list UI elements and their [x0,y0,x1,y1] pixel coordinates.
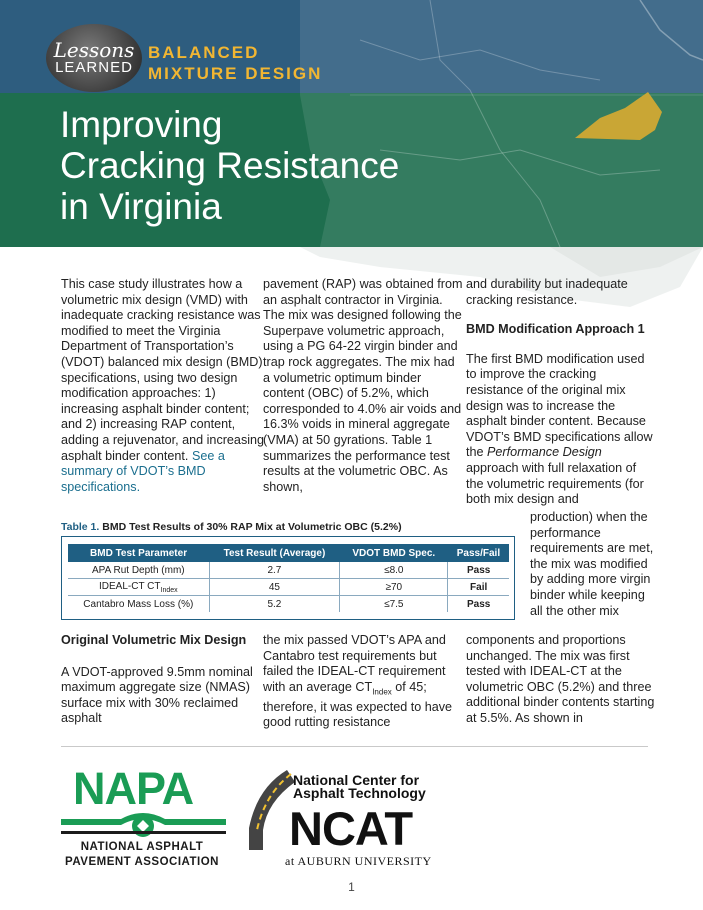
ncat-logo [247,768,437,868]
table-cell-status: Pass [448,562,509,579]
table-cell-spec: ≤7.5 [340,596,448,613]
table-cell-spec: ≥70 [340,579,448,596]
napa-wordmark: NAPA [73,763,194,814]
table-cell-result: 5.2 [209,596,340,613]
col1-text: This case study illustrates how a volumetric mix design (VMD) with inadequate cracking resistance was modified to meet the Virginia Department of Transportation’s (VDOT) balanced mix design (BMD) specifications, using two design modification approaches: 1) increasing asphalt binder content; and 2) increasing RAP content, adding a rejuvenator, and increasing asphalt binder content. [61,277,265,463]
title-line1: Improving [60,104,223,145]
table-caption-text: BMD Test Results of 30% RAP Mix at Volumetric OBC (5.2%) [102,521,402,533]
approach1-heading: BMD Modification Approach 1 [466,322,645,337]
original-vmd-heading: Original Volumetric Mix Design [61,633,247,647]
table-cell-result: 45 [209,579,340,596]
page-number: 1 [348,880,355,894]
series-line2: MIXTURE DESIGN [148,64,323,83]
hero-banner [0,0,703,247]
page-title [60,104,399,227]
column-3-wrap [530,510,655,619]
lower-left-column [61,633,261,727]
table-label: Table 1. [61,521,100,533]
col2-text: pavement (RAP) was obtained from an asphalt contractor in Virginia. The mix was designed following the Superpave volumetric approach, using a PG 64-22 virgin binder and trap rock aggregates. The mix had a volumetric optimum binder content (OBC) of 5.2%, which corresponded to 4.0% air voids and 16.3% voids in mineral aggregate (VMA) at 50 gyrations. Table 1 summarizes the performance test results at the volumetric OBC. As shown, [263,277,463,494]
lower-mid-column [263,633,463,731]
title-line3: in Virginia [60,186,222,227]
table-header: VDOT BMD Spec. [340,544,448,562]
param-name: IDEAL-CT CT [99,580,161,592]
table-caption [61,521,402,533]
badge-line1: Lessons [53,38,135,62]
lower-mid-text-b: of 45; therefore, it was expected to have good rutting resistance [263,679,453,730]
col3-intro: and durability but inadequate cracking resistance. [466,277,628,307]
table-row [68,562,509,579]
table-cell-param [68,596,209,613]
table-frame [61,536,515,620]
table-cell-param [68,562,209,579]
table-header: Pass/Fail [448,544,509,562]
table-cell-spec: ≤8.0 [340,562,448,579]
vdot-spec-link[interactable]: See a summary of VDOT’s BMD specifications. [61,448,225,494]
napa-name-line2: PAVEMENT ASSOCIATION [65,856,219,868]
column-2 [263,277,463,495]
table-row [68,596,509,613]
lower-mid-text [263,633,463,731]
lower-left-text: A VDOT-approved 9.5mm nominal maximum aggregate size (NMAS) surface mix with 30% reclaimed asphalt [61,664,253,726]
ncat-wordmark: NCAT [289,802,413,855]
series-title [148,42,322,84]
bmd-results-table [68,544,509,612]
param-name: Cantabro Mass Loss (%) [83,598,194,610]
table-cell-param [68,579,209,596]
footer-divider [61,746,648,747]
param-name: APA Rut Depth (mm) [92,564,185,576]
badge-line2: LEARNED [55,59,133,76]
lower-right-text: components and proportions unchanged. The mix was first tested with IDEAL-CT at the volumetric OBC (5.2%) and three additional binder contents starting at 5.5%. As shown in [466,633,655,725]
ncat-name-line2: Asphalt Technology [293,785,426,801]
col3-text-b: approach with full relaxation of the volumetric requirements (for both mix design and [466,460,644,507]
col3-text-a: The first BMD modification used to improve the cracking resistance of the original mix design was to increase the asphalt binder content. Because VDOT’s BMD specifications allow the [466,351,653,460]
table-header: Test Result (Average) [209,544,340,562]
table-header: BMD Test Parameter [68,544,209,562]
col3-wrap-text: production) when the performance requirements are met, the mix was modified by adding more virgin binder while keeping all the other mix [530,510,654,618]
title-line2: Cracking Resistance [60,145,400,186]
ncat-name-line1: National Center for [293,772,420,788]
table-cell-status: Fail [448,579,509,596]
lower-mid-text-a: the mix passed VDOT’s APA and Cantabro test requirements but failed the IDEAL-CT requirement with an average CT [263,633,446,694]
ct-subscript: Index [372,687,392,697]
col3-italic: Performance Design [487,445,602,460]
table-cell-status: Pass [448,596,509,613]
napa-road-icon [61,809,226,839]
napa-name-line1: NATIONAL ASPHALT [80,841,204,853]
lessons-learned-badge [46,24,142,92]
column-1 [61,277,266,495]
table-row [68,579,509,596]
column-3 [466,277,656,508]
ncat-auburn: at AUBURN UNIVERSITY [285,854,432,868]
table-cell-result: 2.7 [209,562,340,579]
lower-right-column [466,633,656,727]
napa-logo [61,765,226,875]
series-line1: BALANCED [148,43,260,62]
col3-text [466,352,656,508]
param-subscript: Index [160,586,178,594]
